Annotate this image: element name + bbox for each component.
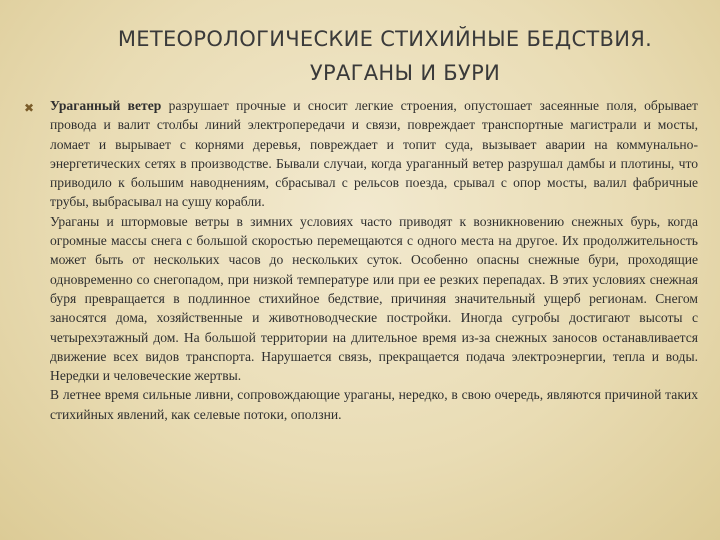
paragraph-snowstorms: Ураганы и штормовые ветры в зимних условиях часто приводят к возникновению снежных бурь, когда огромные массы снега с большой скоростью перемещаются с одного места на другое. Их продолжительность может быть от нескольких часов до нескольких суток. Особенно опасны снежные бури, проходящие одновременно со снегопадом, при низкой температуре или при ее резких перепадах. В этих условиях снежная буря превращается в подлинное стихийное бедствие, причиняя значительный ущерб регионам. Снегом заносятся дома, хозяйственные и животноводческие постройки. Иногда сугробы достигают высоты с четырехэтажный дом. На большой территории на длительное время из-за снежных заносов останавливается движение всех видов транспорта. Нарушается связь, прекращается подача электроэнергии, тепла и воды. Нередки и человеческие жертвы.	[50, 213, 698, 384]
slide-title	[40, 22, 700, 90]
paragraph-summer-rains: В летнее время сильные ливни, сопровождающие ураганы, нередко, в свою очередь, являются причиной таких стихийных явлений, как селевые потоки, оползни.	[50, 387, 698, 422]
slide-body	[50, 96, 698, 424]
paragraph-1-text: разрушает прочные и сносит легкие строения, опустошает засеянные поля, обрывает провода и валит столбы линий электропередачи и связи, повреждает транспортные магистрали и мосты, ломает и вырывает с корнями деревья, повреждает и топит суда, вызывает аварии на коммунально-энергетических сетях в производстве. Бывали случаи, когда ураганный ветер разрушал дамбы и плотины, что приводило к большим наводнениям, сбрасывал с рельсов поезда, срывал с опор мосты, валил фабричные трубы, выбрасывал на сушу корабли.	[50, 98, 698, 210]
title-line-2: УРАГАНЫ И БУРИ	[309, 61, 501, 85]
x-bullet-icon: ✖	[24, 101, 35, 115]
title-line-1: МЕТЕОРОЛОГИЧЕСКИЕ СТИХИЙНЫЕ БЕДСТВИЯ.	[117, 27, 653, 51]
paragraph-hurricane-wind	[50, 96, 698, 212]
term-hurricane-wind: Ураганный ветер	[50, 98, 162, 113]
